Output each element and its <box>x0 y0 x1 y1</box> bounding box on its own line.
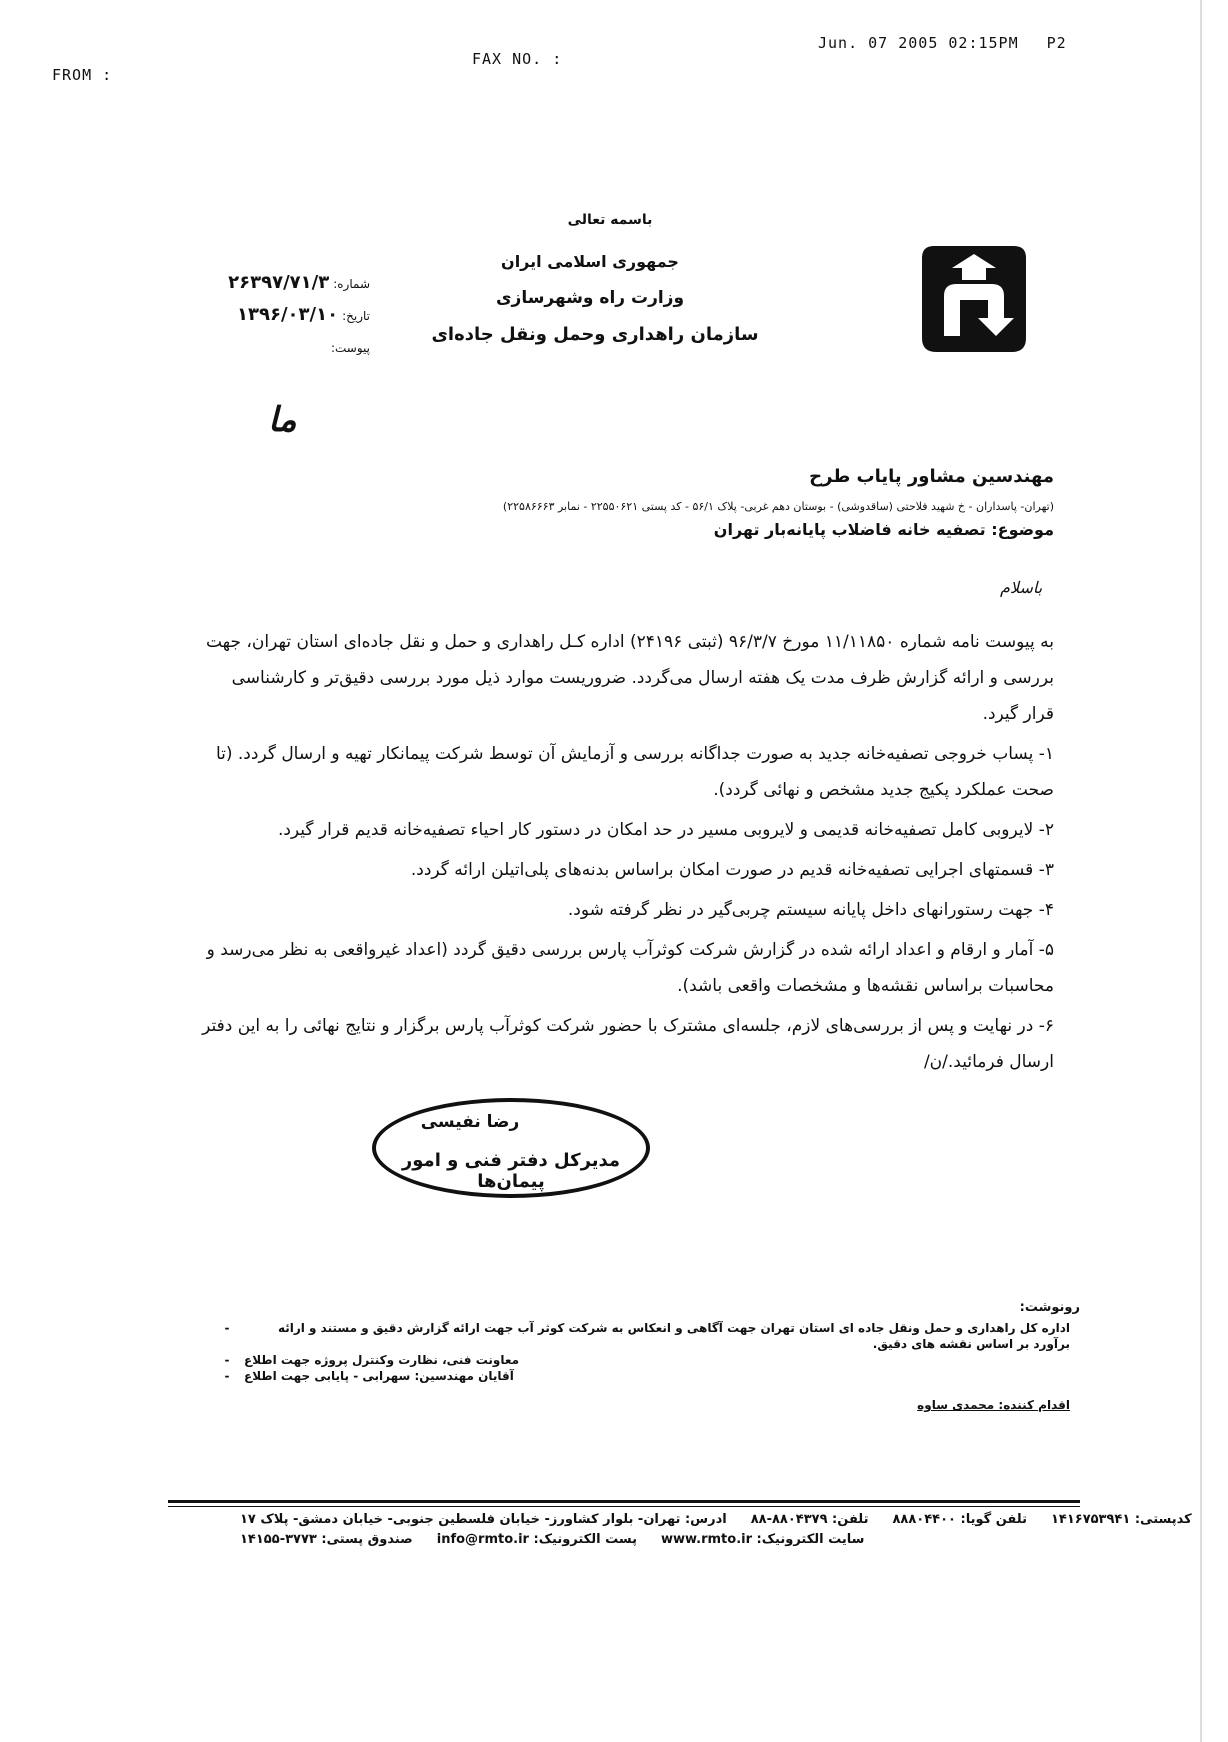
rmto-logo-icon <box>912 240 1036 360</box>
footer-website-link[interactable]: www.rmto.ir <box>660 1532 753 1547</box>
signatory-title: مدیرکل دفتر فنی و امور پیمان‌ها <box>401 1150 621 1192</box>
footer <box>240 1510 1192 1550</box>
footer-divider <box>168 1500 1080 1503</box>
body-item: ۴- جهت رستورانهای داخل پایانه سیستم چربی‌گیر در نظر گرفته شود. <box>567 900 1054 920</box>
signatory-name: رضا نفیسی <box>420 1112 520 1132</box>
cc-item-text: آقایان مهندسین: سهرابی - پایابی جهت اطلاع <box>244 1369 514 1383</box>
body-item: ۵- آمار و ارقام و اعداد ارائه شده در گزارش شرکت کوثرآب پارس بررسی دقیق گردد (اعداد غیرواقعی به نظر می‌رسد و محاسبات براساس نقشه‌ها و مشخصات واقعی باشد). <box>206 940 1054 996</box>
footer-website-label: سایت الکترونیک: <box>756 1532 865 1547</box>
subject-text: تصفیه خانه فاضلاب پایانه‌بار تهران <box>713 520 986 539</box>
letter-date-value: ۱۳۹۶/۰۳/۱۰ <box>237 304 339 325</box>
scan-edge-line <box>1200 0 1202 1742</box>
fax-number-label: FAX NO. : <box>472 50 563 68</box>
footer-email <box>437 1530 637 1550</box>
letter-body <box>200 624 1054 1084</box>
body-item: ۳- قسمتهای اجرایی تصفیه‌خانه قدیم در صورت امکان براساس بدنه‌های پلی‌اتیلن ارائه گردد. <box>410 860 1054 880</box>
salutation: باسلام <box>1000 578 1043 597</box>
letterhead-organization: سازمان راهداری وحمل ونقل جاده‌ای <box>431 324 759 345</box>
letter-attachment-label: پیوست: <box>330 341 370 355</box>
fax-datetime-value: Jun. 07 2005 02:15PM <box>818 34 1019 52</box>
cc-title: رونوشت: <box>1019 1300 1080 1315</box>
letter-number <box>200 272 370 293</box>
footer-row <box>240 1510 1192 1530</box>
letterhead-ministry: وزارت راه وشهرسازی <box>495 288 685 308</box>
subject-label: موضوع: <box>991 520 1054 539</box>
fax-from-label: FROM : <box>52 66 113 84</box>
footer-po-box: صندوق پستی: ۳۷۷۳-۱۴۱۵۵ <box>240 1532 413 1547</box>
body-intro: به پیوست نامه شماره ۱۱/۱۱۸۵۰ مورخ ۹۶/۳/۷ (ثبتی ۲۴۱۹۶) اداره کـل راهداری و حمل و نقل جاده‌ای استان تهران، جهت بررسی و ارائه گزارش ظرف مدت یک هفته ارسال می‌گردد. ضروریست موارد ذیل مورد بررسی دقیق‌تر و کارشناسی قرار گیرد. <box>205 632 1054 724</box>
letter-number-label: شماره: <box>333 277 370 291</box>
letterhead-republic: جمهوری اسلامی ایران <box>501 252 679 271</box>
body-item: ۶- در نهایت و پس از بررسی‌های لازم، جلسه‌ای مشترک با حضور شرکت کوثرآب پارس برگزار و نتایج نهائی را به این دفتر ارسال فرمائید./ن/ <box>202 1016 1054 1072</box>
cc-action-officer: اقدام کننده: محمدی ساوه <box>917 1398 1070 1412</box>
footer-email-link[interactable]: info@rmto.ir <box>436 1532 529 1547</box>
letter-invocation: باسمه تعالی <box>567 212 653 228</box>
letter-number-value: ۲۶۳۹۷/۷۱/۳ <box>228 272 330 293</box>
list-item <box>220 1368 1070 1384</box>
fax-datetime <box>818 34 1067 52</box>
cc-item-text: اداره کل راهداری و حمل ونقل جاده ای استان تهران جهت آگاهی و انعکاس به شرکت کوثر آب جهت ارائه گزارش دقیق و مستند و ارائه برآورد بر اساس نقشه های دقیق. <box>277 1321 1070 1351</box>
footer-address: ادرس: تهران- بلوار کشاورز- خیابان فلسطین جنوبی- خیابان دمشق- پلاک ۱۷ <box>240 1512 727 1527</box>
fax-page: P2 <box>1046 34 1067 52</box>
footer-phone: تلفن: ۸۸۰۴۳۷۹-۸۸ <box>750 1512 869 1527</box>
footer-postal-code: کدپستی: ۱۴۱۶۷۵۳۹۴۱ <box>1050 1512 1192 1527</box>
body-item: ۲- لایروبی کامل تصفیه‌خانه قدیمی و لایروبی مسیر در حد امکان در دستور کار احیاء تصفیه‌خانه قدیم قرار گیرد. <box>277 820 1054 840</box>
cc-list <box>220 1320 1070 1384</box>
footer-divider <box>168 1506 1080 1507</box>
letter-date <box>200 304 370 325</box>
recipient-name: مهندسین مشاور پایاب طرح <box>809 466 1054 487</box>
footer-row <box>240 1530 1080 1550</box>
cc-bullet: - <box>224 1353 230 1367</box>
footer-phone-ivr: تلفن گویا: ۸۸۸۰۴۴۰۰ <box>892 1512 1027 1527</box>
letter-attachment <box>200 340 370 356</box>
list-item <box>220 1320 1070 1352</box>
footer-email-label: پست الکترونیک: <box>533 1532 637 1547</box>
footer-website <box>661 1530 864 1550</box>
body-item: ۱- پساب خروجی تصفیه‌خانه جدید به صورت جداگانه بررسی و آزمایش آن توسط شرکت پیمانکار تهیه و ارسال گردد. (تا صحت عملکرد پکیج جدید مشخص و نهائی گردد). <box>215 744 1054 800</box>
list-item <box>220 1352 1070 1368</box>
letter-date-label: تاریخ: <box>342 309 370 323</box>
cc-bullet: - <box>224 1321 230 1335</box>
recipient-address: (تهران- پاسداران - خ شهید فلاحتی (ساقدوشی) - بوستان دهم غربی- پلاک ۵۶/۱ - کد پستی ۲۲۵۵۰۶۲۱ - نمابر ۲۲۵۸۶۶۶۳) <box>502 500 1054 513</box>
letter-subject <box>540 520 1054 539</box>
cc-item-text: معاونت فنی، نظارت وکنترل پروژه جهت اطلاع <box>244 1353 520 1367</box>
cc-bullet: - <box>224 1369 230 1383</box>
handwritten-mark: ما <box>268 400 297 440</box>
